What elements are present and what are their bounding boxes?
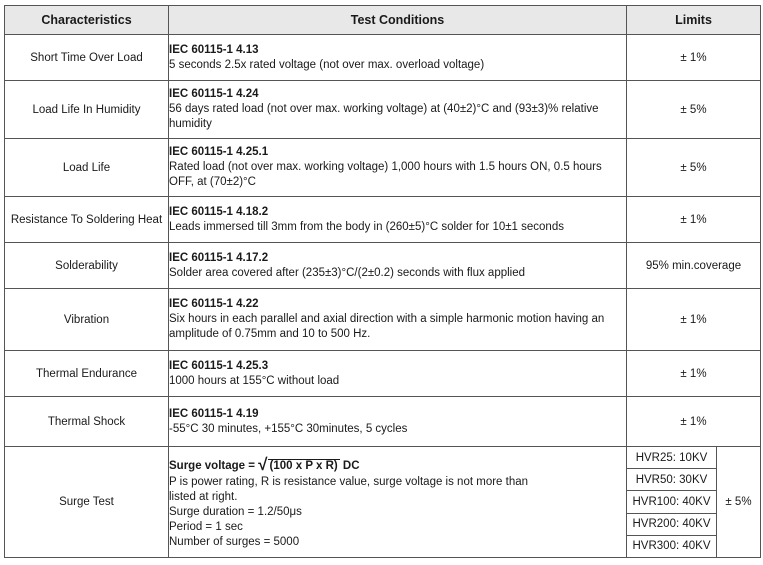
header-row	[5, 6, 761, 35]
limit-cell: ± 1%	[627, 197, 761, 243]
limit-cell: ± 1%	[627, 397, 761, 447]
condition-text: P is power rating, R is resistance value, surge voltage is not more than	[169, 475, 529, 488]
formula-expression: (100 x P x R)	[269, 459, 338, 472]
model-voltage: HVR100: 40KV	[627, 491, 717, 513]
standard-ref: IEC 60115-1 4.22	[169, 298, 259, 310]
condition-cell	[169, 139, 627, 197]
limit-cell: 95% min.coverage	[627, 243, 761, 289]
characteristic-cell: Resistance To Soldering Heat	[5, 197, 169, 243]
condition-text: Rated load (not over max. working voltage) 1,000 hours with 1.5 hours ON, 0.5 hours OFF, at (70±2)°C	[169, 161, 602, 188]
characteristic-cell: Surge Test	[5, 447, 169, 558]
table-row	[5, 289, 761, 351]
table-row	[5, 197, 761, 243]
condition-cell	[169, 351, 627, 397]
limit-cell: ± 5%	[627, 81, 761, 139]
model-voltage: HVR25: 10KV	[627, 447, 717, 469]
limit-cell: ± 1%	[627, 351, 761, 397]
table-row	[5, 397, 761, 447]
standard-ref: IEC 60115-1 4.19	[169, 407, 259, 420]
standard-ref: IEC 60115-1 4.18.2	[169, 205, 269, 218]
condition-text: 5 seconds 2.5x rated voltage (not over max. overload voltage)	[169, 58, 485, 71]
standard-ref: IEC 60115-1 4.25.1	[169, 146, 269, 158]
condition-text: Period = 1 sec	[169, 520, 243, 533]
condition-cell	[169, 397, 627, 447]
model-voltage: HVR50: 30KV	[627, 469, 717, 491]
test-specification-table	[4, 5, 761, 558]
standard-ref: IEC 60115-1 4.17.2	[169, 251, 269, 264]
condition-text: Six hours in each parallel and axial direction with a simple harmonic motion having an amplitude of 0.75mm and 10 to 500 Hz.	[169, 313, 605, 340]
square-root-formula	[258, 455, 340, 476]
model-voltage: HVR300: 40KV	[627, 536, 717, 557]
condition-text: -55°C 30 minutes, +155°C 30minutes, 5 cycles	[169, 422, 408, 435]
surge-test-row	[5, 447, 761, 558]
surge-limits	[627, 447, 760, 557]
characteristic-cell: Load Life In Humidity	[5, 81, 169, 139]
limit-cell	[627, 447, 761, 558]
limit-cell: ± 1%	[627, 35, 761, 81]
table-row	[5, 243, 761, 289]
condition-cell	[169, 289, 627, 351]
characteristic-cell: Load Life	[5, 139, 169, 197]
limit-cell: ± 5%	[627, 139, 761, 197]
condition-text: 56 days rated load (not over max. working voltage) at (40±2)°C and (93±3)% relative humidity	[169, 103, 599, 130]
surge-title-suffix: DC	[342, 459, 360, 472]
header-test-conditions: Test Conditions	[169, 6, 627, 35]
characteristic-cell: Vibration	[5, 289, 169, 351]
table-row	[5, 139, 761, 197]
surge-title-prefix: Surge voltage =	[169, 459, 255, 472]
standard-ref: IEC 60115-1 4.25.3	[169, 359, 269, 372]
standard-ref: IEC 60115-1 4.13	[169, 43, 259, 56]
characteristic-cell: Solderability	[5, 243, 169, 289]
condition-text: Leads immersed till 3mm from the body in (260±5)°C solder for 10±1 seconds	[169, 220, 564, 233]
radical-icon: √	[258, 454, 268, 474]
table-row	[5, 351, 761, 397]
condition-text: Solder area covered after (235±3)°C/(2±0.2) seconds with flux applied	[169, 266, 526, 279]
condition-cell	[169, 81, 627, 139]
header-limits: Limits	[627, 6, 761, 35]
surge-formula	[169, 455, 626, 475]
condition-cell	[169, 243, 627, 289]
condition-cell	[169, 447, 627, 558]
condition-text: Surge duration = 1.2/50μs	[169, 505, 302, 518]
condition-text: 1000 hours at 155°C without load	[169, 374, 340, 387]
characteristic-cell: Thermal Shock	[5, 397, 169, 447]
characteristic-cell: Short Time Over Load	[5, 35, 169, 81]
condition-text: listed at right.	[169, 490, 238, 503]
surge-limit-value: ± 5%	[725, 496, 752, 508]
model-voltage-list	[627, 447, 717, 557]
standard-ref: IEC 60115-1 4.24	[169, 88, 259, 100]
header-characteristics: Characteristics	[5, 6, 169, 35]
condition-cell	[169, 35, 627, 81]
table-row	[5, 81, 761, 139]
characteristic-cell: Thermal Endurance	[5, 351, 169, 397]
limit-cell: ± 1%	[627, 289, 761, 351]
model-voltage: HVR200: 40KV	[627, 514, 717, 536]
condition-text: Number of surges = 5000	[169, 535, 300, 548]
condition-cell	[169, 197, 627, 243]
table-row	[5, 35, 761, 81]
